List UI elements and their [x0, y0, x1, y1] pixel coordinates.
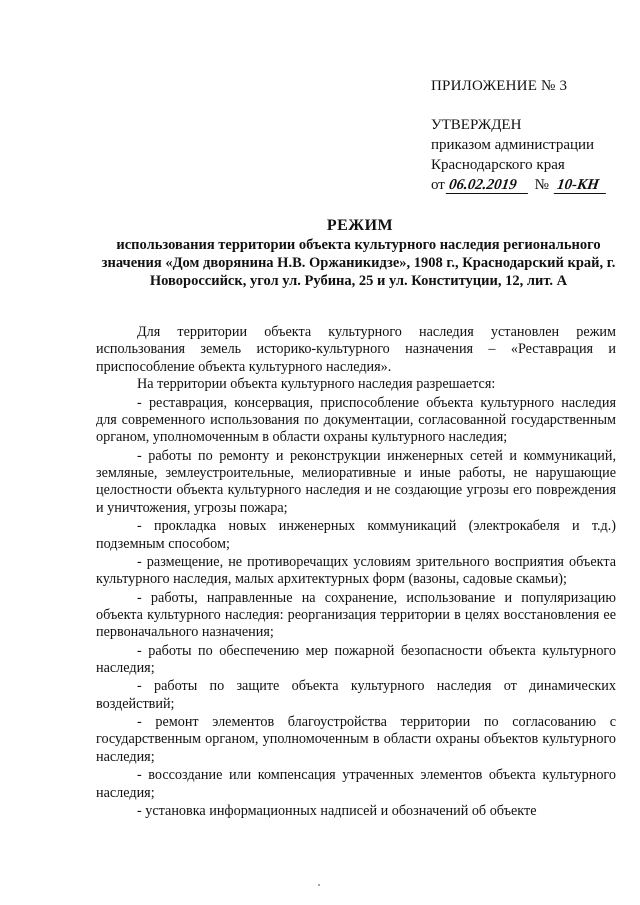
list-item: - работы по обеспечению мер пожарной безопасности объекта культурного наследия;: [96, 642, 616, 677]
list-item: - реставрация, консервация, приспособление объекта культурного наследия для современного использования по документации, согласованной государственным органом, уполномоченным в области охраны культурного наследия;: [96, 394, 616, 446]
number-prefix: №: [534, 177, 549, 193]
paragraph: Для территории объекта культурного наследия установлен режим использования земель историко-культурного назначения – «Реставрация и приспособление объекта культурного наследия».: [96, 324, 616, 375]
document-title: РЕЖИМ: [326, 217, 394, 234]
list-item: - работы, направленные на сохранение, использование и популяризацию объекта культурного наследия: реорганизация территории в целях восстановления ее первоначального назначения;: [96, 589, 616, 641]
from-prefix: от: [431, 177, 445, 193]
document-subtitle: использования территории объекта культурного наследия регионального значения «Дом дворянина Н.В. Оржаникидзе», 1908 г., Краснодарский край, г. Новороссийск, угол ул. Рубина, 25 и ул. Конституции, 12, лит. А: [101, 237, 616, 289]
list-item: - ремонт элементов благоустройства территории по согласованию с государственным органом, уполномоченным в области охраны объектов культурного наследия;: [96, 714, 616, 765]
list-item: - размещение, не противоречащих условиям зрительного восприятия объекта культурного наследия, малых архитектурных форм (вазоны, садовые скамьи);: [96, 553, 616, 588]
order-date-line: [431, 175, 609, 195]
scan-speck: [318, 884, 320, 886]
order-line-2: Краснодарского края: [431, 157, 565, 173]
approval-block: [431, 115, 609, 195]
order-line-1: приказом администрации: [431, 137, 595, 153]
paragraph: На территории объекта культурного наследия разрешается:: [137, 376, 496, 393]
handwritten-number: 10-КН: [553, 177, 607, 194]
list-item: - установка информационных надписей и обозначений об объекте: [137, 802, 537, 819]
list-item: - работы по защите объекта культурного наследия от динамических воздействий;: [96, 678, 616, 712]
approved-label: УТВЕРЖДЕН: [431, 117, 522, 133]
appendix-label: ПРИЛОЖЕНИЕ № 3: [431, 78, 568, 94]
list-item: - прокладка новых инженерных коммуникаций (электрокабеля и т.д.) подземным способом;: [96, 518, 616, 552]
list-item: - работы по ремонту и реконструкции инженерных сетей и коммуникаций, земляные, землеустроительные, мелиоративные и иные работы, не нарушающие целостности объекта культурного наследия и не создающие угрозы его повреждения и уничтожения, угрозы пожара;: [96, 447, 616, 516]
document-body: [96, 324, 616, 820]
list-item: - воссоздание или компенсация утраченных элементов объекта культурного наследия;: [96, 767, 616, 801]
handwritten-date: 06.02.2019: [446, 177, 530, 194]
